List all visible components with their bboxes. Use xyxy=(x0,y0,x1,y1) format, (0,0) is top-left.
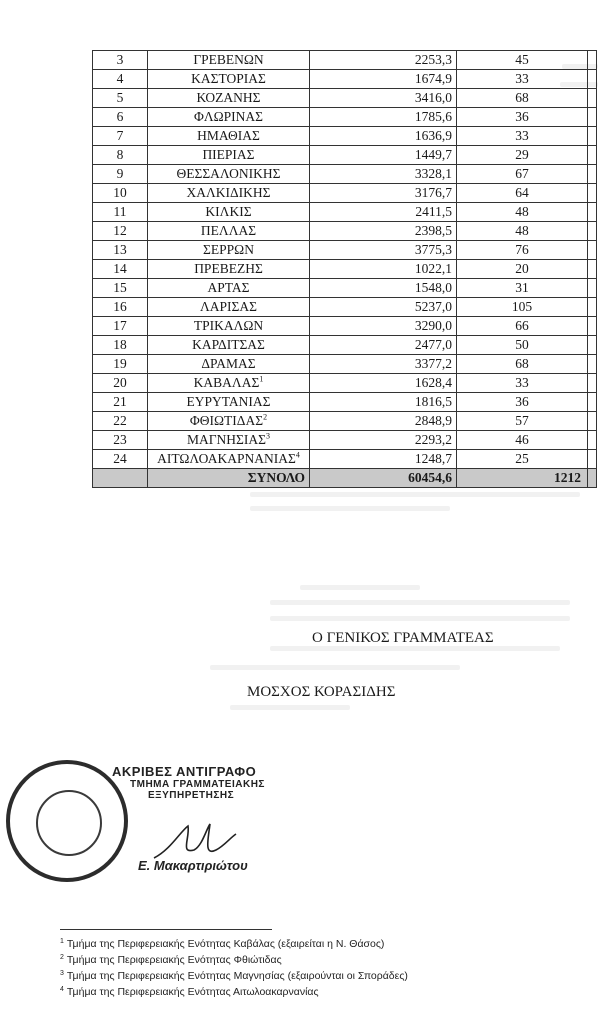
region-name: ΜΑΓΝΗΣΙΑΣ$^3$ xyxy=(148,431,310,450)
region-name: ΑΙΤΩΛΟΑΚΑΡΝΑΝΙΑΣ$^4$ xyxy=(148,450,310,469)
area-value: 1636,9 xyxy=(310,127,457,146)
total-area: 60454,6 xyxy=(310,469,457,488)
table-row xyxy=(93,89,597,108)
signatory-name: ΜΟΣΧΟΣ ΚΟΡΑΣΙΔΗΣ xyxy=(247,684,396,700)
seats-value: 31 xyxy=(457,279,588,298)
region-name: ΠΕΛΛΑΣ xyxy=(148,222,310,241)
footnote: $^2$ Τμήμα της Περιφερειακής Ενότητας Φθιώτιδας xyxy=(60,953,282,966)
certified-copy-stamp xyxy=(112,764,265,801)
total-seats: 1212 xyxy=(457,469,588,488)
area-value: 2398,5 xyxy=(310,222,457,241)
table-row xyxy=(93,51,597,70)
seal-emblem xyxy=(36,790,102,856)
seats-value: 48 xyxy=(457,203,588,222)
area-value: 1785,6 xyxy=(310,108,457,127)
row-number: 4 xyxy=(93,70,148,89)
area-value: 1449,7 xyxy=(310,146,457,165)
official-seal xyxy=(6,760,128,882)
seats-value: 57 xyxy=(457,412,588,431)
area-value: 1548,0 xyxy=(310,279,457,298)
area-value: 3377,2 xyxy=(310,355,457,374)
extra-cell xyxy=(588,431,597,450)
table-row xyxy=(93,450,597,469)
row-number: 23 xyxy=(93,431,148,450)
extra-cell xyxy=(588,184,597,203)
seats-value: 66 xyxy=(457,317,588,336)
area-value: 1628,4 xyxy=(310,374,457,393)
table-row xyxy=(93,298,597,317)
signatory-title: Ο ΓΕΝΙΚΟΣ ΓΡΑΜΜΑΤΕΑΣ xyxy=(312,630,494,646)
total-number xyxy=(93,469,148,488)
seats-value: 105 xyxy=(457,298,588,317)
area-value: 3328,1 xyxy=(310,165,457,184)
stamp-line-2: ΤΜΗΜΑ ΓΡΑΜΜΑΤΕΙΑΚΗΣ xyxy=(130,779,265,790)
row-number: 17 xyxy=(93,317,148,336)
extra-cell xyxy=(588,260,597,279)
area-value: 3290,0 xyxy=(310,317,457,336)
area-value: 3775,3 xyxy=(310,241,457,260)
region-name: ΔΡΑΜΑΣ xyxy=(148,355,310,374)
row-number: 12 xyxy=(93,222,148,241)
seats-value: 36 xyxy=(457,393,588,412)
area-value: 2477,0 xyxy=(310,336,457,355)
extra-cell xyxy=(588,317,597,336)
footnote: $^4$ Τμήμα της Περιφερειακής Ενότητας Αιτωλοακαρνανίας xyxy=(60,985,319,998)
row-number: 7 xyxy=(93,127,148,146)
extra-cell xyxy=(588,355,597,374)
table-row xyxy=(93,355,597,374)
table-row xyxy=(93,260,597,279)
footnote: $^3$ Τμήμα της Περιφερειακής Ενότητας Μαγνησίας (εξαιρούνται οι Σποράδες) xyxy=(60,969,408,982)
region-name: ΚΑΡΔΙΤΣΑΣ xyxy=(148,336,310,355)
extra-cell xyxy=(588,412,597,431)
area-value: 1816,5 xyxy=(310,393,457,412)
region-name: ΑΡΤΑΣ xyxy=(148,279,310,298)
bleed-through-mark xyxy=(250,506,450,511)
area-value: 2848,9 xyxy=(310,412,457,431)
extra-cell xyxy=(588,70,597,89)
table-row xyxy=(93,108,597,127)
area-value: 2411,5 xyxy=(310,203,457,222)
extra-cell xyxy=(588,279,597,298)
footnotes xyxy=(60,936,408,1000)
area-value: 5237,0 xyxy=(310,298,457,317)
footnote-ref: 3 xyxy=(266,431,271,441)
row-number: 14 xyxy=(93,260,148,279)
extra-cell xyxy=(588,469,597,488)
total-row xyxy=(93,469,597,488)
stamp-line-1: ΑΚΡΙΒΕΣ ΑΝΤΙΓΡΑΦΟ xyxy=(112,764,257,779)
table-row xyxy=(93,241,597,260)
table-row xyxy=(93,127,597,146)
row-number: 16 xyxy=(93,298,148,317)
region-name: ΗΜΑΘΙΑΣ xyxy=(148,127,310,146)
bleed-through-mark xyxy=(230,705,350,710)
seats-value: 29 xyxy=(457,146,588,165)
extra-cell xyxy=(588,450,597,469)
row-number: 10 xyxy=(93,184,148,203)
extra-cell xyxy=(588,89,597,108)
table-row xyxy=(93,184,597,203)
area-value: 1248,7 xyxy=(310,450,457,469)
seats-value: 76 xyxy=(457,241,588,260)
seats-value: 45 xyxy=(457,51,588,70)
seats-value: 67 xyxy=(457,165,588,184)
region-name: ΦΛΩΡΙΝΑΣ xyxy=(148,108,310,127)
row-number: 11 xyxy=(93,203,148,222)
area-value: 3176,7 xyxy=(310,184,457,203)
table-row xyxy=(93,165,597,184)
seats-value: 64 xyxy=(457,184,588,203)
region-name: ΤΡΙΚΑΛΩΝ xyxy=(148,317,310,336)
extra-cell xyxy=(588,108,597,127)
stamp-signer: Ε. Μακαρτιριώτου xyxy=(138,858,248,873)
region-name: ΠΙΕΡΙΑΣ xyxy=(148,146,310,165)
row-number: 3 xyxy=(93,51,148,70)
row-number: 18 xyxy=(93,336,148,355)
row-number: 5 xyxy=(93,89,148,108)
region-name: ΕΥΡΥΤΑΝΙΑΣ xyxy=(148,393,310,412)
extra-cell xyxy=(588,222,597,241)
row-number: 22 xyxy=(93,412,148,431)
bleed-through-mark xyxy=(270,600,570,605)
regions-table xyxy=(92,50,597,488)
region-name: ΛΑΡΙΣΑΣ xyxy=(148,298,310,317)
seats-value: 68 xyxy=(457,355,588,374)
seats-value: 33 xyxy=(457,374,588,393)
extra-cell xyxy=(588,241,597,260)
extra-cell xyxy=(588,165,597,184)
region-name: ΦΘΙΩΤΙΔΑΣ$^2$ xyxy=(148,412,310,431)
seats-value: 46 xyxy=(457,431,588,450)
row-number: 15 xyxy=(93,279,148,298)
extra-cell xyxy=(588,374,597,393)
region-name: ΚΑΒΑΛΑΣ$^1$ xyxy=(148,374,310,393)
row-number: 8 xyxy=(93,146,148,165)
row-number: 13 xyxy=(93,241,148,260)
region-name: ΣΕΡΡΩΝ xyxy=(148,241,310,260)
seats-value: 48 xyxy=(457,222,588,241)
footnote-ref: 4 xyxy=(295,450,300,460)
region-name: ΠΡΕΒΕΖΗΣ xyxy=(148,260,310,279)
row-number: 21 xyxy=(93,393,148,412)
table-row xyxy=(93,374,597,393)
extra-cell xyxy=(588,298,597,317)
table-row xyxy=(93,317,597,336)
table-row xyxy=(93,146,597,165)
area-value: 1022,1 xyxy=(310,260,457,279)
total-label: ΣΥΝΟΛΟ xyxy=(148,469,310,488)
footnote: $^1$ Τμήμα της Περιφερειακής Ενότητας Καβάλας (εξαιρείται η Ν. Θάσος) xyxy=(60,937,385,950)
extra-cell xyxy=(588,51,597,70)
table-row xyxy=(93,336,597,355)
extra-cell xyxy=(588,203,597,222)
extra-cell xyxy=(588,146,597,165)
row-number: 24 xyxy=(93,450,148,469)
region-name: ΚΑΣΤΟΡΙΑΣ xyxy=(148,70,310,89)
table-row xyxy=(93,222,597,241)
table-row xyxy=(93,279,597,298)
seats-value: 50 xyxy=(457,336,588,355)
region-name: ΚΟΖΑΝΗΣ xyxy=(148,89,310,108)
area-value: 3416,0 xyxy=(310,89,457,108)
footnote-divider xyxy=(60,929,272,930)
row-number: 9 xyxy=(93,165,148,184)
bleed-through-mark xyxy=(300,585,420,590)
table-row xyxy=(93,431,597,450)
bleed-through-mark xyxy=(250,492,580,497)
seats-value: 20 xyxy=(457,260,588,279)
stamp-line-3: ΕΞΥΠΗΡΕΤΗΣΗΣ xyxy=(148,790,235,801)
area-value: 1674,9 xyxy=(310,70,457,89)
region-name: ΚΙΛΚΙΣ xyxy=(148,203,310,222)
row-number: 6 xyxy=(93,108,148,127)
extra-cell xyxy=(588,336,597,355)
area-value: 2253,3 xyxy=(310,51,457,70)
seats-value: 33 xyxy=(457,127,588,146)
region-name: ΓΡΕΒΕΝΩΝ xyxy=(148,51,310,70)
footnote-ref: 2 xyxy=(263,412,268,422)
extra-cell xyxy=(588,127,597,146)
area-value: 2293,2 xyxy=(310,431,457,450)
row-number: 19 xyxy=(93,355,148,374)
table-row xyxy=(93,203,597,222)
footnote-ref: 1 xyxy=(259,374,264,384)
region-name: ΧΑΛΚΙΔΙΚΗΣ xyxy=(148,184,310,203)
seats-value: 33 xyxy=(457,70,588,89)
seats-value: 68 xyxy=(457,89,588,108)
seats-value: 36 xyxy=(457,108,588,127)
row-number: 20 xyxy=(93,374,148,393)
table-row xyxy=(93,412,597,431)
bleed-through-mark xyxy=(270,616,570,621)
table-row xyxy=(93,393,597,412)
region-name: ΘΕΣΣΑΛΟΝΙΚΗΣ xyxy=(148,165,310,184)
bleed-through-mark xyxy=(210,665,460,670)
seats-value: 25 xyxy=(457,450,588,469)
extra-cell xyxy=(588,393,597,412)
table-row xyxy=(93,70,597,89)
